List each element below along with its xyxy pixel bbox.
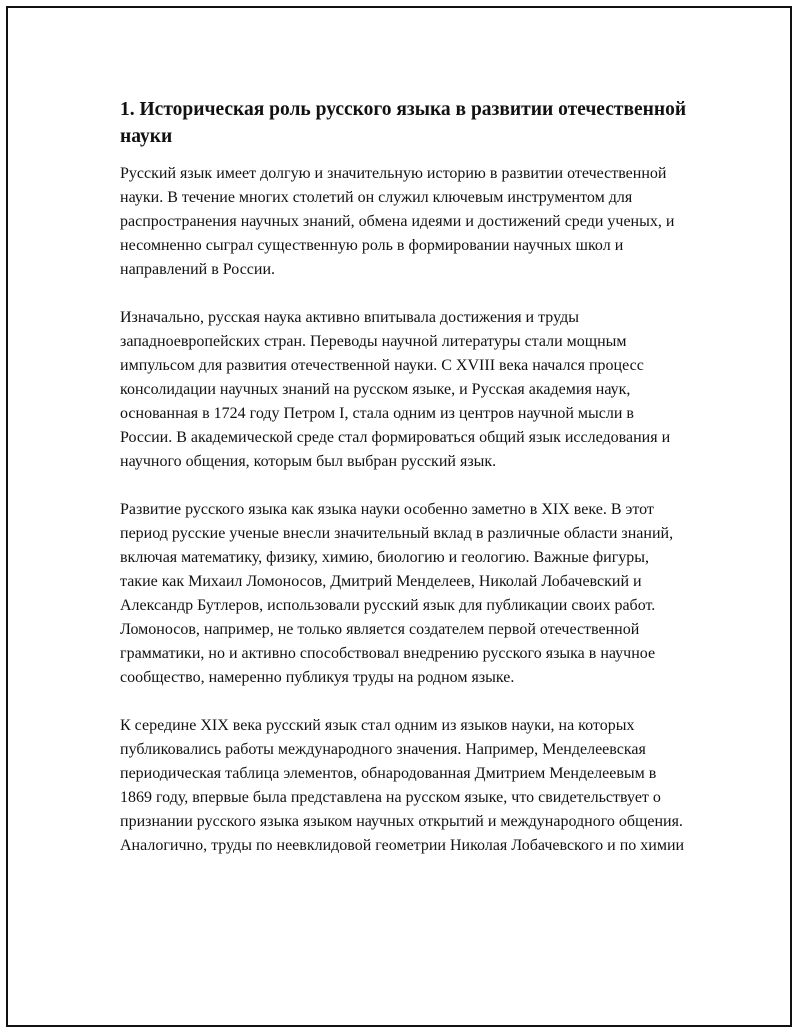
paragraph-3: Развитие русского языка как языка науки особенно заметно в XIX веке. В этот период русские ученые внесли значительный вклад в различные области знаний, включая математику, физику, химию, биологию и геологию. Важные фигуры, такие как Михаил Ломоносов, Дмитрий Менделеев, Николай Лобачевский и Александр Бутлеров, использовали русский язык для публикации своих работ. Ломоносов, например, не только является создателем первой отечественной грамматики, но и активно способствовал внедрению русского языка в научное сообщество, намеренно публикуя труды на родном языке. — [120, 501, 674, 686]
document-body — [120, 96, 688, 882]
section-heading: 1. Историческая роль русского языка в развитии отечественной науки — [120, 99, 687, 147]
paragraph-2: Изначально, русская наука активно впитывала достижения и труды западноевропейских стран. Переводы научной литературы стали мощным импульсом для развития отечественной науки. С XVIII века начался процесс консолидации научных знаний на русском языке, и Русская академия наук, основанная в 1724 году Петром I, стала одним из центров научной мысли в России. В академической среде стал формироваться общий язык исследования и научного общения, которым был выбран русский язык. — [120, 309, 671, 470]
paragraph-4: К середине XIX века русский язык стал одним из языков науки, на которых публиковались работы международного значения. Например, Менделеевская периодическая таблица элементов, обнародованная Дмитрием Менделеевым в 1869 году, впервые была представлена на русском языке, что свидетельствует о признании русского языка языком научных открытий и международного общения. Аналогично, труды по неевклидовой геометрии Николая Лобачевского и по химии — [120, 717, 685, 854]
document-page — [6, 6, 792, 1027]
paragraph-1: Русский язык имеет долгую и значительную историю в развитии отечественной науки. В течение многих столетий он служил ключевым инструментом для распространения научных знаний, обмена идеями и достижений среди ученых, и несомненно сыграл существенную роль в формировании научных школ и направлений в России. — [120, 165, 675, 278]
